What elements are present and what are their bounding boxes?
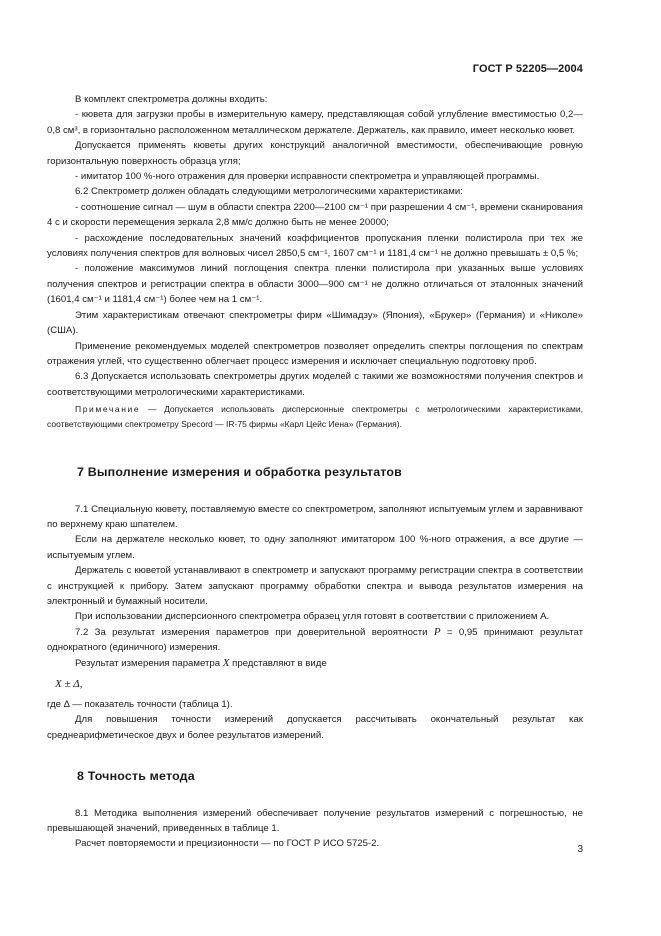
paragraph: При использовании дисперсионного спектрометра образец угля готовят в соответствии с приложением А. bbox=[75, 611, 550, 623]
paragraph: Допускается применять кюветы других конструкций аналогичной вместимости, обеспечивающие ровную горизонтальную поверхность образца угля; bbox=[47, 140, 583, 167]
text-run: Результат измерения параметра bbox=[75, 657, 223, 669]
document-code-header: ГОСТ Р 52205—2004 bbox=[472, 63, 583, 75]
paragraph: Этим характеристикам отвечают спектрометры фирм «Шимадзу» (Япония), «Брукер» (Германия) и «Николе» (США). bbox=[47, 309, 583, 337]
variable-x: X bbox=[222, 656, 230, 669]
text-run: представляют в виде bbox=[229, 657, 327, 669]
formula: X ± Δ, bbox=[55, 678, 83, 690]
paragraph: - имитатор 100 %-ного отражения для проверки исправности спектрометра и управляющей программы. bbox=[75, 171, 540, 183]
paragraph: Применение рекомендуемых моделей спектрометров позволяет определить спектры поглощения по спектрам отражения углей, что существенно облегчает процесс измерения и исключает специальную подготовку проб. bbox=[47, 340, 583, 367]
note-label: Примечание bbox=[75, 404, 141, 415]
paragraph: Если на держателе несколько кювет, то одну заполняют имитатором 100 %-ного отражения, а все другие — испытуемым углем. bbox=[47, 534, 583, 561]
page-number: 3 bbox=[577, 844, 583, 855]
paragraph: - соотношение сигнал — шум в области спектра 2200—2100 см⁻¹ при разрешении 4 см⁻¹, времени сканирования 4 с и скорости перемещения зеркала 2,8 мм/с должно быть не менее 20000; bbox=[47, 201, 583, 229]
paragraph: Расчет повторяемости и прецизионности — по ГОСТ Р ИСО 5725-2. bbox=[75, 838, 380, 850]
paragraph: - положение максимумов линий поглощения спектра пленки полистирола при указанных выше условиях получения спектров и регистрации спектра в области 3000—900 см⁻¹ не должно отличаться от эталонных значений (1601,4 см⁻¹ и 1181,4 см⁻¹) более чем на 1 см⁻¹. bbox=[47, 263, 583, 306]
paragraph bbox=[47, 656, 583, 671]
paragraph: - расхождение последовательных значений коэффициентов пропускания пленки полистирола при тех же условиях получения спектров для волновых чисел 2850,5 см⁻¹, 1607 см⁻¹ и 1181,4 см⁻¹ не должно превышать ± 0,5 %; bbox=[47, 232, 583, 260]
paragraph: - кювета для загрузки пробы в измерительную камеру, представляющая собой углубление вместимостью 0,2—0,8 см³, в горизонтально расположенном металлическом держателе. Держатель, как правило, имеет несколько кювет. bbox=[47, 109, 583, 136]
variable-p: P bbox=[433, 625, 441, 638]
paragraph: где Δ — показатель точности (таблица 1). bbox=[47, 699, 233, 710]
paragraph bbox=[47, 625, 583, 656]
section-heading-7: 7 Выполнение измерения и обработка результатов bbox=[77, 465, 402, 480]
note bbox=[47, 402, 583, 431]
section-heading-8: 8 Точность метода bbox=[77, 769, 195, 784]
paragraph: 8.1 Методика выполнения измерений обеспечивает получение результатов измерений с погрешностью, не превышающей значений, приведенных в таблице 1. bbox=[47, 807, 583, 835]
paragraph: 6.2 Спектрометр должен обладать следующими метрологическими характеристиками: bbox=[75, 186, 463, 198]
text-run: = 0,95 принимают результат однократного (единичного) измерения. bbox=[47, 626, 583, 654]
paragraph: 7.1 Специальную кювету, поставляемую вместе со спектрометром, заполняют испытуемым углем и заравнивают по верхнему краю шпателем. bbox=[47, 503, 583, 530]
paragraph: В комплект спектрометра должны входить: bbox=[75, 94, 268, 105]
paragraph: Для повышения точности измерений допускается рассчитывать окончательный результат как среднеарифметическое двух и более результатов измерений. bbox=[47, 714, 583, 741]
paragraph: 6.3 Допускается использовать спектрометры других моделей с такими же возможностями получения спектров и соответствующими метрологическими характеристиками. bbox=[47, 371, 583, 398]
note-text: — Допускается использовать дисперсионные спектрометры с метрологическими характеристиками, соответствующими спектрометру Specord — IR-75 фирмы «Карл Цейс Иена» (Германия). bbox=[47, 404, 583, 429]
paragraph: Держатель с кюветой устанавливают в спектрометр и запускают программу регистрации спектра в соответствии с инструкцией к прибору. Затем запускают программу обработки спектра и вывода результатов измерения на электронный и бумажный носители. bbox=[47, 565, 583, 607]
text-run: 7.2 За результат измерения параметров при доверительной вероятности bbox=[75, 626, 434, 638]
page-content bbox=[47, 92, 583, 852]
